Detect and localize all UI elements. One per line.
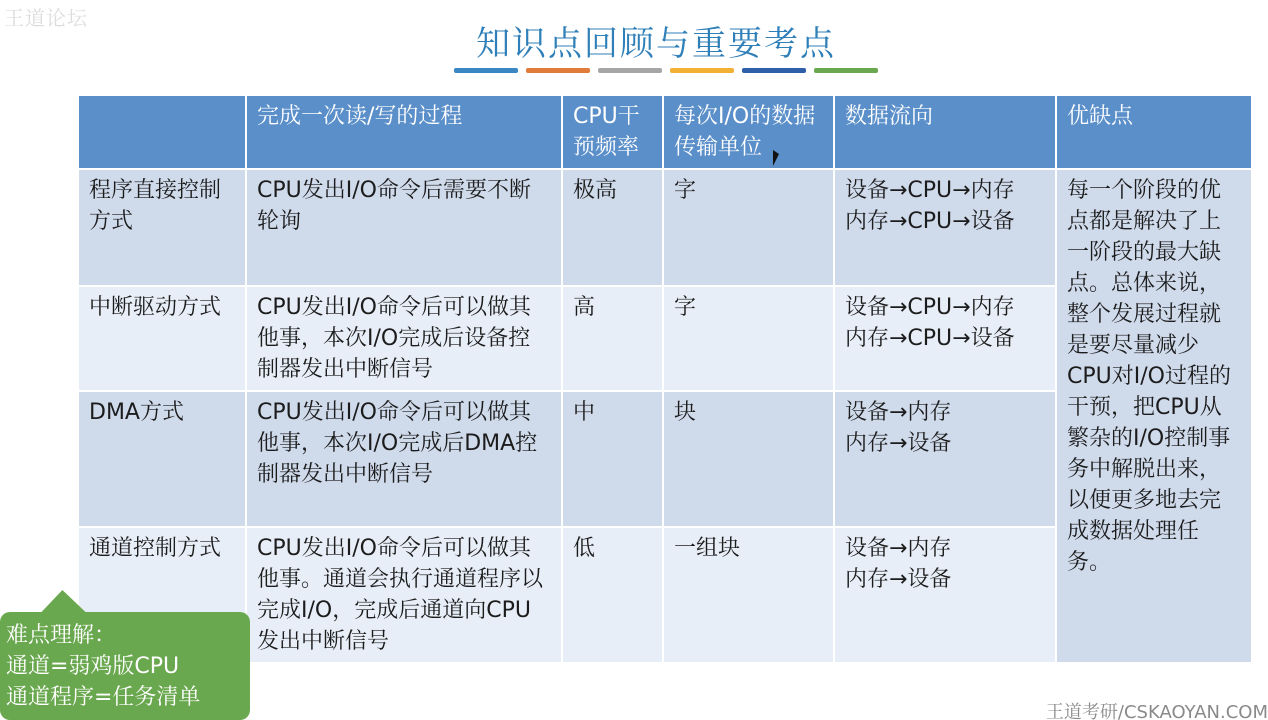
flow-cell bbox=[834, 286, 1056, 391]
flow-line: 设备→CPU→内存 bbox=[845, 178, 1015, 203]
stripe bbox=[742, 68, 806, 73]
unit-cell: 一组块 bbox=[663, 527, 834, 663]
header-pros-cons: 优缺点 bbox=[1056, 95, 1252, 169]
flow-line: 设备→内存 bbox=[845, 536, 952, 561]
method-cell: 程序直接控制方式 bbox=[78, 169, 246, 286]
stripe bbox=[454, 68, 518, 73]
title-stripes bbox=[454, 68, 878, 73]
header-unit: 每次I/O的数据传输单位 bbox=[663, 95, 834, 169]
header-flow: 数据流向 bbox=[834, 95, 1056, 169]
header-process: 完成一次读/写的过程 bbox=[246, 95, 562, 169]
footer-brand: 王道考研/CSKAOYAN.COM bbox=[1045, 702, 1268, 720]
method-cell: DMA方式 bbox=[78, 391, 246, 527]
flow-line: 内存→CPU→设备 bbox=[845, 209, 1015, 234]
flow-line: 设备→内存 bbox=[845, 400, 952, 425]
flow-line: 内存→设备 bbox=[845, 567, 952, 592]
table-header-row bbox=[78, 95, 1252, 169]
flow-cell bbox=[834, 391, 1056, 527]
callout-line: 难点理解： bbox=[6, 623, 117, 648]
flow-line: 内存→设备 bbox=[845, 431, 952, 456]
table-row bbox=[78, 169, 1252, 286]
callout-line: 通道=弱鸡版CPU bbox=[6, 654, 180, 679]
io-control-table bbox=[77, 94, 1253, 664]
frequency-cell: 中 bbox=[562, 391, 663, 527]
flow-cell bbox=[834, 527, 1056, 663]
slide-title: 知识点回顾与重要考点 bbox=[476, 24, 836, 64]
callout-tail bbox=[40, 590, 97, 614]
watermark: 王道论坛 bbox=[4, 6, 88, 30]
stripe bbox=[526, 68, 590, 73]
process-cell: CPU发出I/O命令后可以做其他事，本次I/O完成后DMA控制器发出中断信号 bbox=[246, 391, 562, 527]
unit-cell: 字 bbox=[663, 286, 834, 391]
flow-line: 设备→CPU→内存 bbox=[845, 295, 1015, 320]
process-cell: CPU发出I/O命令后可以做其他事。通道会执行通道程序以完成I/O，完成后通道向CPU发出中断信号 bbox=[246, 527, 562, 663]
unit-cell: 字 bbox=[663, 169, 834, 286]
unit-cell: 块 bbox=[663, 391, 834, 527]
method-cell: 中断驱动方式 bbox=[78, 286, 246, 391]
stripe bbox=[598, 68, 662, 73]
method-cell: 通道控制方式 bbox=[78, 527, 246, 663]
process-cell: CPU发出I/O命令后可以做其他事，本次I/O完成后设备控制器发出中断信号 bbox=[246, 286, 562, 391]
frequency-cell: 低 bbox=[562, 527, 663, 663]
summary-cell: 每一个阶段的优点都是解决了上一阶段的最大缺点。总体来说，整个发展过程就是要尽量减少CPU对I/O过程的干预，把CPU从繁杂的I/O控制事务中解脱出来，以便更多地去完成数据处理任务。 bbox=[1056, 169, 1252, 663]
mouse-cursor-icon bbox=[773, 150, 779, 166]
flow-cell bbox=[834, 169, 1056, 286]
process-cell: CPU发出I/O命令后需要不断轮询 bbox=[246, 169, 562, 286]
callout-line: 通道程序=任务清单 bbox=[6, 685, 201, 710]
frequency-cell: 极高 bbox=[562, 169, 663, 286]
flow-line: 内存→CPU→设备 bbox=[845, 326, 1015, 351]
stripe bbox=[814, 68, 878, 73]
frequency-cell: 高 bbox=[562, 286, 663, 391]
header-frequency: CPU干预频率 bbox=[562, 95, 663, 169]
stripe bbox=[670, 68, 734, 73]
header-empty bbox=[78, 95, 246, 169]
difficulty-callout bbox=[0, 612, 250, 720]
